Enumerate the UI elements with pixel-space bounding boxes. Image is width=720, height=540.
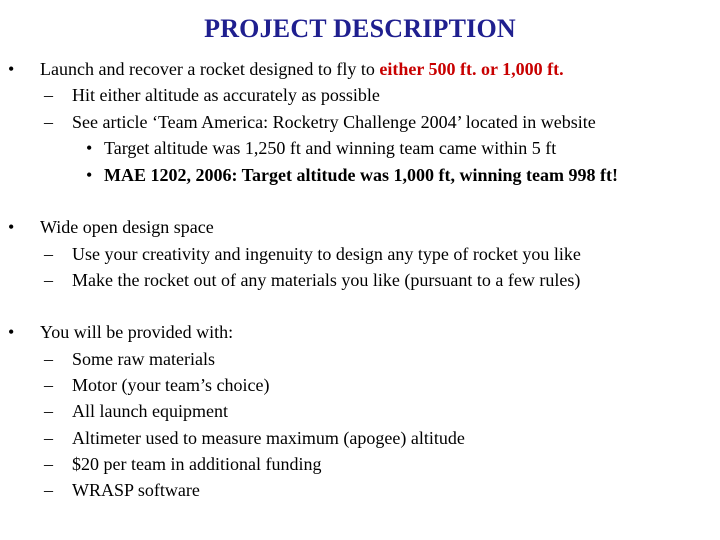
section-1-sub-1: Hit either altitude as accurately as possible <box>72 85 380 105</box>
section-1-subsub-2: MAE 1202, 2006: Target altitude was 1,000 ft, winning team 998 ft! <box>104 165 618 185</box>
bullet-level2: – <box>44 375 53 395</box>
section-1-text-highlight: either 500 ft. or 1,000 ft. <box>379 59 564 79</box>
section-3-sub-2: Motor (your team’s choice) <box>72 375 270 395</box>
bullet-level3: • <box>86 165 93 185</box>
bullet-level2: – <box>44 454 53 474</box>
section-3-sub-5: $20 per team in additional funding <box>72 454 322 474</box>
section-1-text-plain: Launch and recover a rocket designed to fly to <box>40 59 380 79</box>
section-1-sub-2: See article ‘Team America: Rocketry Challenge 2004’ located in website <box>72 112 596 132</box>
section-3-sub-6: WRASP software <box>72 480 200 500</box>
bullet-level1: • <box>8 322 15 342</box>
section-3-text: You will be provided with: <box>40 322 234 342</box>
bullet-level2: – <box>44 112 53 132</box>
bullet-level2: – <box>44 349 53 369</box>
section-3-sub-4: Altimeter used to measure maximum (apogee) altitude <box>72 428 465 448</box>
bullet-level1: • <box>8 59 15 79</box>
section-1-subsub-1: Target altitude was 1,250 ft and winning team came within 5 ft <box>104 138 557 158</box>
bullet-level3: • <box>86 138 93 158</box>
section-3-sub-1: Some raw materials <box>72 349 215 369</box>
section-2-text: Wide open design space <box>40 217 214 237</box>
section-1-text <box>40 58 564 80</box>
bullet-level2: – <box>44 480 53 500</box>
bullet-level2: – <box>44 85 53 105</box>
slide-title: PROJECT DESCRIPTION <box>204 14 516 43</box>
bullet-level1: • <box>8 217 15 237</box>
section-2-sub-1: Use your creativity and ingenuity to design any type of rocket you like <box>72 244 581 264</box>
bullet-level2: – <box>44 270 53 290</box>
section-2-sub-2: Make the rocket out of any materials you like (pursuant to a few rules) <box>72 270 581 290</box>
bullet-level2: – <box>44 428 53 448</box>
section-3-sub-3: All launch equipment <box>72 401 228 421</box>
bullet-level2: – <box>44 244 53 264</box>
bullet-level2: – <box>44 401 53 421</box>
